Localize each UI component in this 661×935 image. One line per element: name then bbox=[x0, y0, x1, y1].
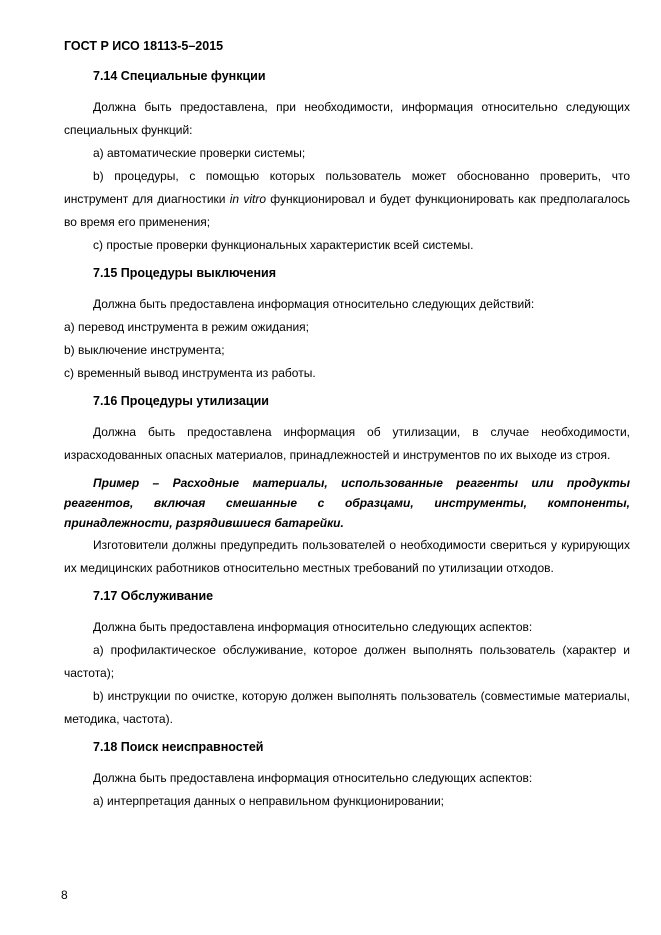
section-7-14 bbox=[64, 68, 630, 257]
italic-term: in vitro bbox=[229, 192, 266, 206]
example-note: Пример – Расходные материалы, использованные реагенты или продукты реагентов, включая смешанные с образцами, инструменты, компоненты, принадлежности, разрядившиеся батарейки. bbox=[64, 476, 630, 530]
page-number: 8 bbox=[61, 888, 68, 902]
list-item: c) временный вывод инструмента из работы. bbox=[64, 366, 316, 380]
section-7-17 bbox=[64, 588, 630, 731]
section-heading: 7.15 Процедуры выключения bbox=[93, 266, 276, 280]
paragraph: Изготовители должны предупредить пользователей о необходимости свериться у курирующих их медицинских работников относительно местных требований по утилизации отходов. bbox=[64, 538, 630, 575]
paragraph: Должна быть предоставлена информация относительно следующих аспектов: bbox=[93, 771, 533, 785]
section-7-16 bbox=[64, 393, 630, 580]
list-item: b) инструкции по очистке, которую должен выполнять пользователь (совместимые материалы, методика, частота). bbox=[64, 689, 630, 726]
document-page bbox=[64, 38, 630, 819]
list-item: b) процедуры, с помощью которых пользователь может обоснованно проверить, что инструмент для диагностики in vitro функционировал и будет функционировать как предполагалось во время его применения; bbox=[64, 169, 631, 229]
section-7-15 bbox=[64, 265, 630, 385]
section-heading: 7.16 Процедуры утилизации bbox=[93, 394, 269, 408]
standard-designation: ГОСТ Р ИСО 18113-5–2015 bbox=[64, 39, 224, 53]
paragraph: Должна быть предоставлена информация относительно следующих действий: bbox=[93, 297, 535, 311]
paragraph: Должна быть предоставлена, при необходимости, информация относительно следующих специальных функций: bbox=[64, 100, 630, 137]
paragraph: Должна быть предоставлена информация об утилизации, в случае необходимости, израсходованных опасных материалов, принадлежностей и инструментов по их выходе из строя. bbox=[64, 425, 630, 462]
list-item: а) интерпретация данных о неправильном функционировании; bbox=[93, 794, 445, 808]
list-item: а) автоматические проверки системы; bbox=[93, 146, 306, 160]
list-item: а) профилактическое обслуживание, которое должен выполнять пользователь (характер и частота); bbox=[64, 643, 630, 680]
list-item: b) выключение инструмента; bbox=[64, 343, 225, 357]
list-item: а) перевод инструмента в режим ожидания; bbox=[64, 320, 310, 334]
section-7-18 bbox=[64, 739, 630, 813]
section-heading: 7.14 Специальные функции bbox=[93, 69, 266, 83]
list-item: c) простые проверки функциональных характеристик всей системы. bbox=[93, 238, 474, 252]
section-heading: 7.18 Поиск неисправностей bbox=[93, 740, 264, 754]
paragraph: Должна быть предоставлена информация относительно следующих аспектов: bbox=[93, 620, 533, 634]
section-heading: 7.17 Обслуживание bbox=[93, 589, 214, 603]
